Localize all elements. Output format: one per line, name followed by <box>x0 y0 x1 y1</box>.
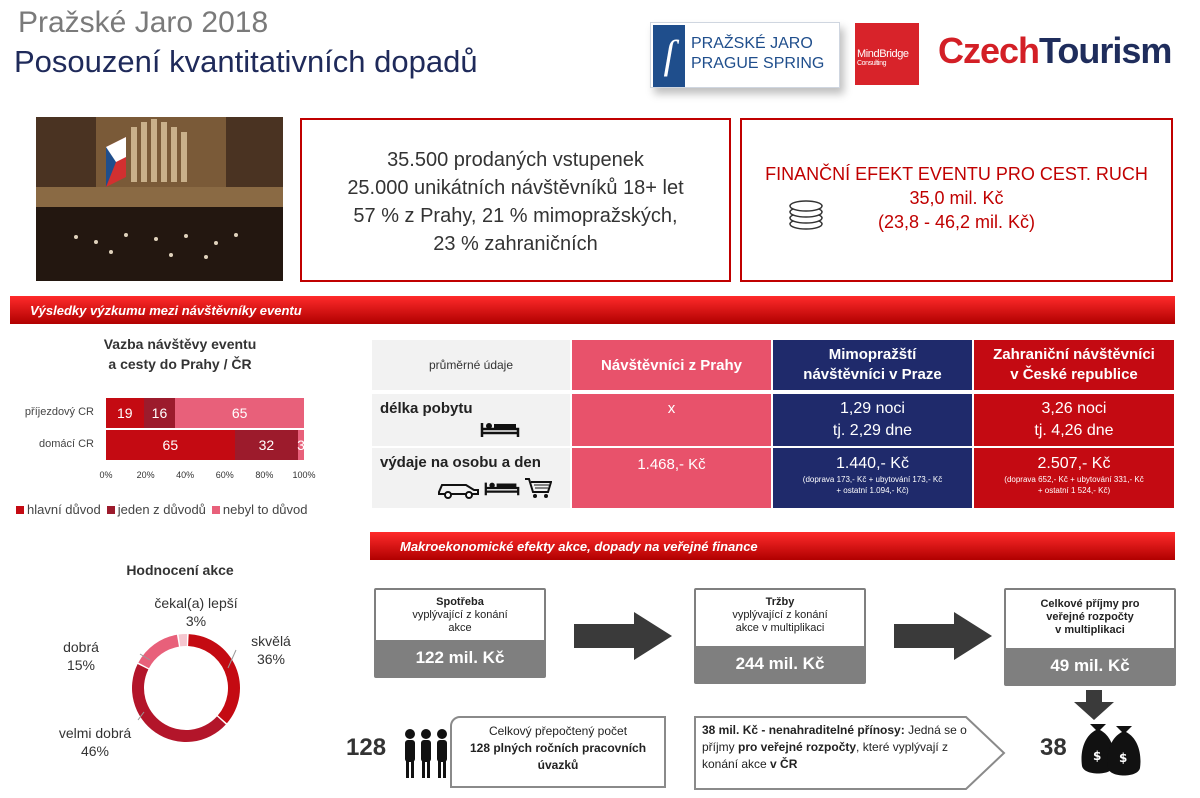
bar-segment: 65 <box>106 430 235 460</box>
flow-line: vyplývající z konání <box>412 609 508 621</box>
svg-text:$: $ <box>1093 749 1102 763</box>
donut-label-value: 15% <box>66 657 96 673</box>
bed-icon <box>484 477 520 499</box>
spend-icons <box>436 477 552 499</box>
mindbridge-name: MindBridge <box>857 48 909 60</box>
cell-line: tj. 2,29 dne <box>832 422 913 439</box>
table-corner: průměrné údaje <box>372 340 570 390</box>
visitor-origin: 57 % z Prahy, 21 % mimopražských, <box>353 205 678 227</box>
bar-row-label: domácí CR <box>38 438 94 450</box>
svg-text:$: $ <box>1119 751 1128 765</box>
cell-prague-stay: x <box>572 394 771 446</box>
x-tick-label: 100% <box>292 470 316 480</box>
ct-part-b: Tourism <box>1039 30 1172 71</box>
flow-value: 49 mil. Kč <box>1006 648 1174 684</box>
flow-text <box>376 590 544 635</box>
col-header-line: Zahraniční návštěvníci <box>993 346 1155 363</box>
benefits-public: pro veřejné rozpočty <box>738 740 857 754</box>
flow-line: vyplývající z konání <box>732 609 828 621</box>
cell-main-value: 2.507,- Kč <box>1037 455 1111 472</box>
mindbridge-logo <box>855 23 919 85</box>
cell-breakdown: (doprava 652,- Kč + ubytování 331,- Kč <box>1004 475 1144 484</box>
page-title: Posouzení kvantitativních dopadů <box>14 44 478 79</box>
mindbridge-sub: Consulting <box>857 60 887 67</box>
x-tick-label: 0% <box>99 470 113 480</box>
row-label-text: délka pobytu <box>380 400 473 417</box>
concert-hall-photo <box>36 117 283 281</box>
car-icon <box>436 477 480 499</box>
coins-icon <box>786 196 826 237</box>
flow-line: akce <box>448 622 472 634</box>
flow-value: 122 mil. Kč <box>376 640 544 676</box>
jobs-line: 128 plných ročních pracovních <box>469 741 647 755</box>
cell-main-value: 1.440,- Kč <box>836 455 909 472</box>
legend-label-one: jeden z důvodů <box>117 502 206 517</box>
cell-nonprague-stay <box>773 394 972 446</box>
x-tick-label: 20% <box>136 470 155 480</box>
czechtourism-logo <box>938 30 1171 72</box>
benefits-country: v ČR <box>770 757 798 771</box>
bar-segment: 3 <box>298 430 304 460</box>
legend-item-main <box>16 502 101 517</box>
bar-chart-legend <box>16 502 308 517</box>
col-header-prague: Návštěvníci z Prahy <box>572 340 771 390</box>
cell-prague-spend: 1.468,- Kč <box>572 448 771 508</box>
flow-text <box>1006 590 1174 637</box>
col-header-nonprague <box>773 340 972 390</box>
donut-label-name: skvělá <box>251 633 291 649</box>
bar-segment: 65 <box>175 398 304 428</box>
stacked-bar-chart <box>0 390 340 490</box>
x-tick-label: 40% <box>176 470 195 480</box>
x-tick-label: 80% <box>255 470 274 480</box>
col-header-line: návštěvníci v Praze <box>803 366 942 383</box>
flow-value: 244 mil. Kč <box>696 646 864 682</box>
flow-revenue <box>694 588 866 684</box>
people-icon <box>402 728 450 780</box>
unique-visitors: 25.000 unikátních návštěvníků 18+ let <box>347 177 684 199</box>
flow-line: Tržby <box>765 596 795 608</box>
visitor-foreign: 23 % zahraničních <box>433 233 598 255</box>
benefits-amount: 38 mil. Kč <box>702 723 759 737</box>
section-macro-effects: Makroekonomické efekty akce, dopady na veřejné finance <box>370 532 1175 560</box>
bar-chart-title <box>60 334 300 374</box>
bar-segment: 32 <box>235 430 298 460</box>
row-label-text: výdaje na osobu a den <box>380 454 541 471</box>
flow-consumption <box>374 588 546 678</box>
financial-value: 35,0 mil. Kč <box>909 188 1004 208</box>
ct-part-a: Czech <box>938 30 1040 71</box>
logo-text-cz: PRAŽSKÉ JARO <box>691 35 813 52</box>
flow-line: Spotřeba <box>436 596 484 608</box>
financial-range: (23,8 - 46,2 mil. Kč) <box>877 212 1036 232</box>
legend-label-main: hlavní důvod <box>27 502 101 517</box>
bar-segment: 19 <box>106 398 144 428</box>
legend-label-none: nebyl to důvod <box>222 502 308 517</box>
col-header-line: Mimopražští <box>828 346 917 363</box>
donut-label-good <box>56 638 106 674</box>
financial-title: FINANČNÍ EFEKT EVENTU PRO CEST. RUCH <box>765 164 1148 184</box>
arrow-right-icon <box>894 612 992 660</box>
cell-foreign-spend <box>974 448 1174 508</box>
logo-text-en: PRAGUE SPRING <box>691 55 825 72</box>
bar-segment: 16 <box>144 398 176 428</box>
jobs-line: úvazků <box>537 758 579 772</box>
prague-spring-mark-icon: ſ <box>653 25 685 87</box>
donut-label-name: dobrá <box>63 639 99 655</box>
cell-line: tj. 4,26 dne <box>1034 422 1114 439</box>
cell-breakdown: + ostatní 1.094,- Kč) <box>836 486 909 495</box>
flow-line: akce v multiplikaci <box>735 622 825 634</box>
jobs-line: Celkový přepočtený počet <box>488 724 628 738</box>
donut-label-value: 46% <box>80 743 110 759</box>
benefits-text <box>702 722 974 773</box>
cell-foreign-stay <box>974 394 1174 446</box>
arrow-down-icon <box>1074 690 1114 720</box>
donut-label-value: 3% <box>185 613 207 629</box>
donut-leader-lines <box>100 620 260 730</box>
donut-label-name: velmi dobrá <box>58 725 132 741</box>
col-header-line: v České republice <box>1010 366 1138 383</box>
flow-public-income <box>1004 588 1176 686</box>
donut-label-value: 36% <box>256 651 286 667</box>
arrow-right-icon <box>574 612 672 660</box>
benefits-count: 38 <box>1040 734 1067 761</box>
flow-line: Celkové příjmy pro <box>1040 598 1140 610</box>
attendance-summary <box>300 118 731 282</box>
row-label-stay <box>372 394 570 446</box>
flow-line: v multiplikaci <box>1055 624 1125 636</box>
tickets-sold: 35.500 prodaných vstupenek <box>387 149 644 171</box>
flow-text <box>696 590 864 635</box>
shopping-cart-icon <box>524 477 552 499</box>
col-header-foreign <box>974 340 1174 390</box>
benefits-part: Jedná se o příjmy <box>702 723 967 754</box>
flow-line: veřejné rozpočty <box>1046 611 1134 623</box>
jobs-count: 128 <box>346 734 387 761</box>
donut-label-name: čekal(a) lepší <box>154 595 238 611</box>
money-bags-icon <box>1076 722 1142 780</box>
legend-item-one <box>107 502 206 517</box>
cell-line: 3,26 noci <box>1041 400 1107 417</box>
benefits-label: - nenahraditelné přínosy: <box>758 723 905 737</box>
donut-chart-title: Hodnocení akce <box>126 562 234 578</box>
row-label-spend <box>372 448 570 508</box>
x-tick-label: 60% <box>215 470 234 480</box>
cell-nonprague-spend <box>773 448 972 508</box>
cell-line: 1,29 noci <box>840 400 905 417</box>
section-survey-results: Výsledky výzkumu mezi návštěvníky eventu <box>10 296 1175 324</box>
bar-chart-title-l1: Vazba návštěvy eventu <box>103 336 257 352</box>
bar-chart-title-l2: a cesty do Prahy / ČR <box>108 356 252 372</box>
legend-item-none <box>212 502 308 517</box>
bar-row-label: příjezdový CR <box>24 406 94 418</box>
benefits-part: , které vyplývají z konání akce <box>702 740 949 771</box>
prague-spring-logo <box>650 22 840 88</box>
jobs-info-box <box>450 716 666 788</box>
cell-breakdown: + ostatní 1 524,- Kč) <box>1037 486 1111 495</box>
visitor-stats-table <box>372 340 1174 508</box>
bed-icon <box>480 419 520 439</box>
event-title: Pražské Jaro 2018 <box>18 6 269 39</box>
cell-breakdown: (doprava 173,- Kč + ubytování 173,- Kč <box>802 475 943 484</box>
